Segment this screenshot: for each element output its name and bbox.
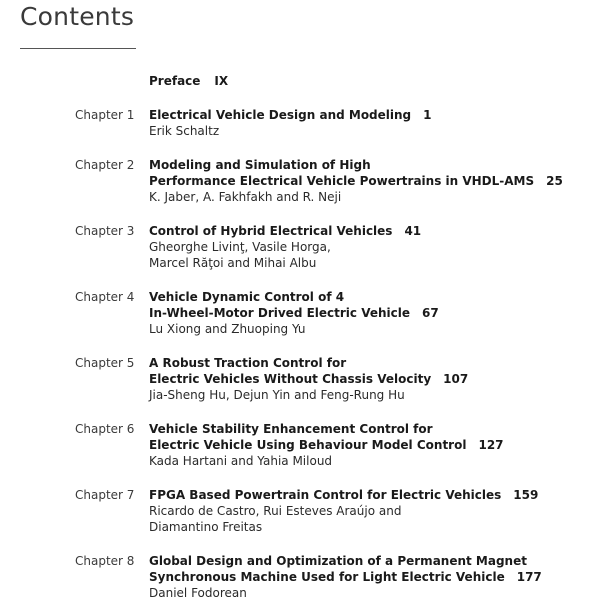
chapter-title-line-1[interactable]: A Robust Traction Control for <box>149 356 347 370</box>
chapter-label: Chapter 3 <box>75 224 135 238</box>
chapter-title-line-1[interactable]: Modeling and Simulation of High <box>149 158 371 172</box>
chapter-title-line-1[interactable]: Vehicle Stability Enhancement Control for <box>149 422 433 436</box>
chapter-authors: Kada Hartani and Yahia Miloud <box>149 454 333 468</box>
chapter-title[interactable]: FPGA Based Powertrain Control for Electric Vehicles 159 <box>149 488 539 502</box>
page-number: 107 <box>443 372 469 386</box>
chapter-title[interactable]: Control of Hybrid Electrical Vehicles 41 <box>149 224 422 238</box>
chapter-title[interactable]: Electrical Vehicle Design and Modeling 1 <box>149 108 432 122</box>
chapter-label: Chapter 5 <box>75 356 135 370</box>
chapter-title-line-2[interactable]: Electric Vehicles Without Chassis Velocity 107 <box>149 372 469 386</box>
chapter-title-line-2[interactable]: In-Wheel-Motor Drived Electric Vehicle 67 <box>149 306 439 320</box>
chapter-authors: Erik Schaltz <box>149 124 220 138</box>
chapter-label: Chapter 1 <box>75 108 135 122</box>
preface-label: Preface <box>149 74 201 88</box>
chapter-authors: Lu Xiong and Zhuoping Yu <box>149 322 306 336</box>
page-number: 159 <box>513 488 539 502</box>
page-number: 1 <box>423 108 432 122</box>
page-number: 127 <box>478 438 504 452</box>
preface-entry[interactable] <box>149 74 228 88</box>
chapter-authors: Jia-Sheng Hu, Dejun Yin and Feng-Rung Hu <box>149 388 405 402</box>
chapter-label: Chapter 7 <box>75 488 135 502</box>
chapter-title-line-2[interactable]: Synchronous Machine Used for Light Electric Vehicle 177 <box>149 570 542 584</box>
chapter-authors-line-2: Diamantino Freitas <box>149 520 263 534</box>
page-number: 177 <box>516 570 542 584</box>
page-number: 41 <box>404 224 422 238</box>
chapter-title-line-2[interactable]: Electric Vehicle Using Behaviour Model Control 127 <box>149 438 504 452</box>
title-underline <box>20 48 136 49</box>
page-title: Contents <box>20 2 135 31</box>
chapter-label: Chapter 8 <box>75 554 135 568</box>
chapter-label: Chapter 4 <box>75 290 135 304</box>
chapter-authors-line-1: Gheorghe Livinţ, Vasile Horga, <box>149 240 331 254</box>
page-number: 67 <box>422 306 439 320</box>
chapter-label: Chapter 2 <box>75 158 135 172</box>
preface-page-number: IX <box>214 74 229 88</box>
chapter-title-line-1[interactable]: Vehicle Dynamic Control of 4 <box>149 290 345 304</box>
chapter-authors: K. Jaber, A. Fakhfakh and R. Neji <box>149 190 342 204</box>
chapter-authors-line-2: Marcel Răţoi and Mihai Albu <box>149 256 317 270</box>
chapter-title-line-1[interactable]: Global Design and Optimization of a Permanent Magnet <box>149 554 527 568</box>
chapter-title-line-2[interactable]: Performance Electrical Vehicle Powertrains in VHDL-AMS 25 <box>149 174 563 188</box>
chapter-authors: Daniel Fodorean <box>149 586 247 600</box>
chapter-authors-line-1: Ricardo de Castro, Rui Esteves Araújo and <box>149 504 402 518</box>
page-number: 25 <box>546 174 563 188</box>
chapter-label: Chapter 6 <box>75 422 135 436</box>
